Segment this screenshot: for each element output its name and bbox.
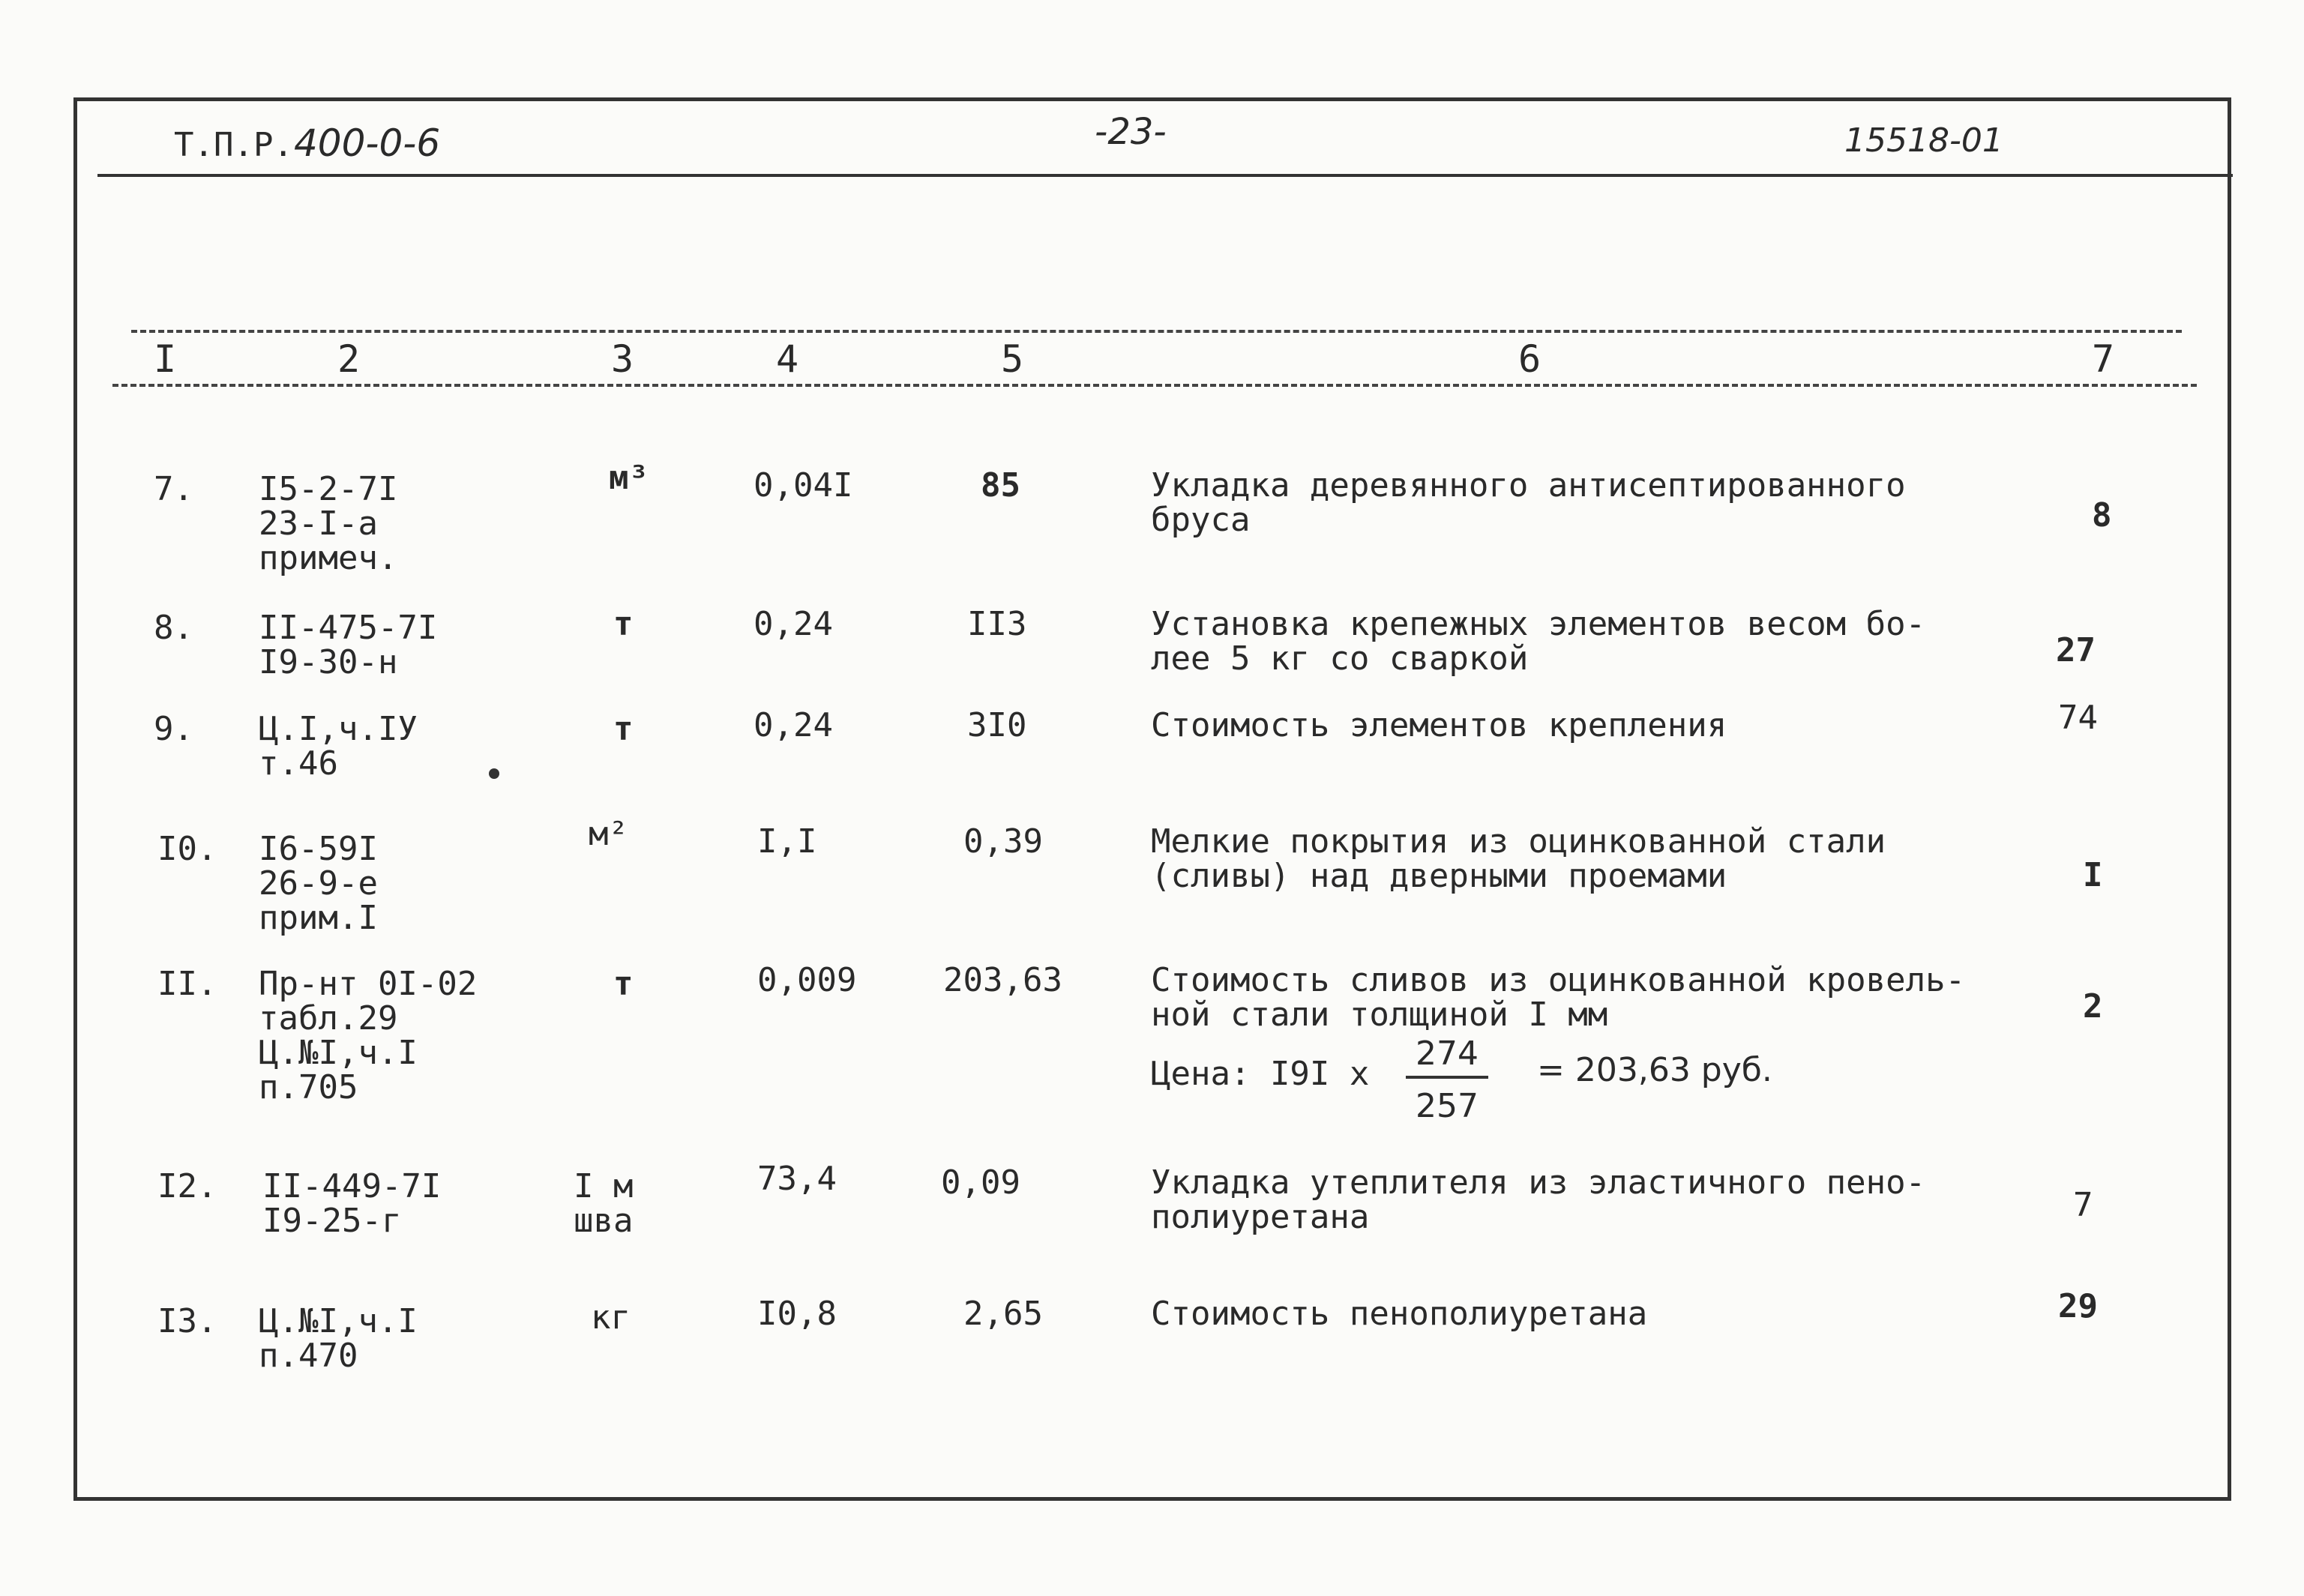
- row-12-description: Укладка утеплителя из эластичного пено- полиуретана: [1151, 1163, 1926, 1236]
- column-header-top-rule: [131, 330, 2182, 333]
- doc-prefix: Т.П.Р.: [174, 126, 293, 164]
- row-12-price: 0,09: [941, 1163, 1020, 1202]
- row-8-number: 8.: [154, 609, 193, 647]
- row-7-total: 8: [2092, 496, 2112, 534]
- column-number-3: 3: [611, 337, 634, 381]
- row-13-reference: Ц.№I,ч.I п.470: [259, 1302, 418, 1375]
- row-8-price: II3: [967, 605, 1027, 643]
- row-7-reference: I5-2-7I 23-I-a примеч.: [259, 470, 398, 577]
- price-formula-label: Цена: I9I х: [1151, 1055, 1370, 1093]
- row-13-price: 2,65: [963, 1295, 1043, 1333]
- row-10-total: I: [2083, 856, 2103, 894]
- row-9-description: Стоимость элементов крепления: [1151, 706, 1727, 744]
- row-10-description: Мелкие покрытия из оцинкованной стали (сливы) над дверными проемами: [1151, 822, 1886, 895]
- row-11-quantity: 0,009: [757, 961, 857, 999]
- row-13-quantity: I0,8: [757, 1295, 837, 1333]
- column-number-2: 2: [337, 337, 361, 381]
- row-9-reference: Ц.I,ч.IУ т.46: [259, 710, 418, 783]
- row-7-price: 85: [981, 466, 1020, 505]
- row-13-number: I3.: [157, 1302, 217, 1340]
- column-number-1: I: [154, 337, 177, 381]
- row-10-number: I0.: [157, 830, 217, 868]
- row-11-reference: Пр-нт 0I-02 табл.29 Ц.№I,ч.I п.705: [259, 965, 478, 1106]
- row-13-unit: кг: [591, 1298, 631, 1337]
- price-formula-fraction-bar: [1406, 1076, 1488, 1079]
- price-formula-numerator: 274: [1416, 1035, 1479, 1073]
- row-12-number: I2.: [157, 1167, 217, 1205]
- row-9-unit: т: [613, 710, 634, 748]
- row-10-reference: I6-59I 26-9-е прим.I: [259, 830, 378, 937]
- row-10-price: 0,39: [963, 822, 1043, 861]
- row-7-description: Укладка деревянного антисептированного бруса: [1151, 466, 1906, 539]
- column-number-5: 5: [1001, 337, 1024, 381]
- row-9-quantity: 0,24: [754, 706, 833, 744]
- row-8-quantity: 0,24: [754, 605, 833, 643]
- header-rule: [97, 174, 2233, 177]
- column-number-7: 7: [2092, 337, 2115, 381]
- row-8-unit: т: [613, 605, 634, 643]
- row-7-quantity: 0,04I: [754, 466, 853, 505]
- row-8-total: 27: [2056, 631, 2096, 669]
- row-13-total: 29: [2058, 1287, 2098, 1325]
- row-12-quantity: 73,4: [757, 1160, 837, 1198]
- row-10-unit: м²: [589, 815, 628, 853]
- row-12-reference: II-449-7I I9-25-г: [262, 1167, 442, 1240]
- row-13-description: Стоимость пенополиуретана: [1151, 1295, 1648, 1333]
- row-9-number: 9.: [154, 710, 193, 748]
- row-12-unit: I м шва: [574, 1167, 634, 1240]
- row-8-description: Установка крепежных элементов весом бо- лее 5 кг со сваркой: [1151, 605, 1926, 678]
- row-9-price: 3I0: [967, 706, 1027, 744]
- column-header-bottom-rule: [112, 384, 2197, 387]
- row-9-total: 74: [2058, 699, 2098, 737]
- row-11-number: II.: [157, 965, 217, 1003]
- column-number-6: 6: [1518, 337, 1541, 381]
- price-formula-denominator: 257: [1416, 1087, 1479, 1125]
- row-11-total: 2: [2083, 987, 2103, 1026]
- row-7-unit: м³: [609, 459, 649, 497]
- row-7-number: 7.: [154, 470, 193, 508]
- row-12-total: 7: [2073, 1186, 2093, 1224]
- row-10-quantity: I,I: [757, 822, 817, 861]
- page-frame: [73, 97, 2231, 1501]
- page-number: -23-: [1095, 111, 1167, 153]
- ink-dot: [489, 768, 499, 779]
- price-formula-result: = 203,63 руб.: [1537, 1051, 1772, 1089]
- row-11-price: 203,63: [943, 961, 1062, 999]
- album-code: 15518-01: [1844, 121, 2003, 160]
- column-number-4: 4: [776, 337, 799, 381]
- row-11-description: Стоимость сливов из оцинкованной кровель- ной стали толщиной I мм: [1151, 961, 1966, 1034]
- row-11-unit: т: [613, 965, 634, 1003]
- doc-code: 400-0-6: [294, 121, 441, 165]
- row-8-reference: II-475-7I I9-30-н: [259, 609, 438, 681]
